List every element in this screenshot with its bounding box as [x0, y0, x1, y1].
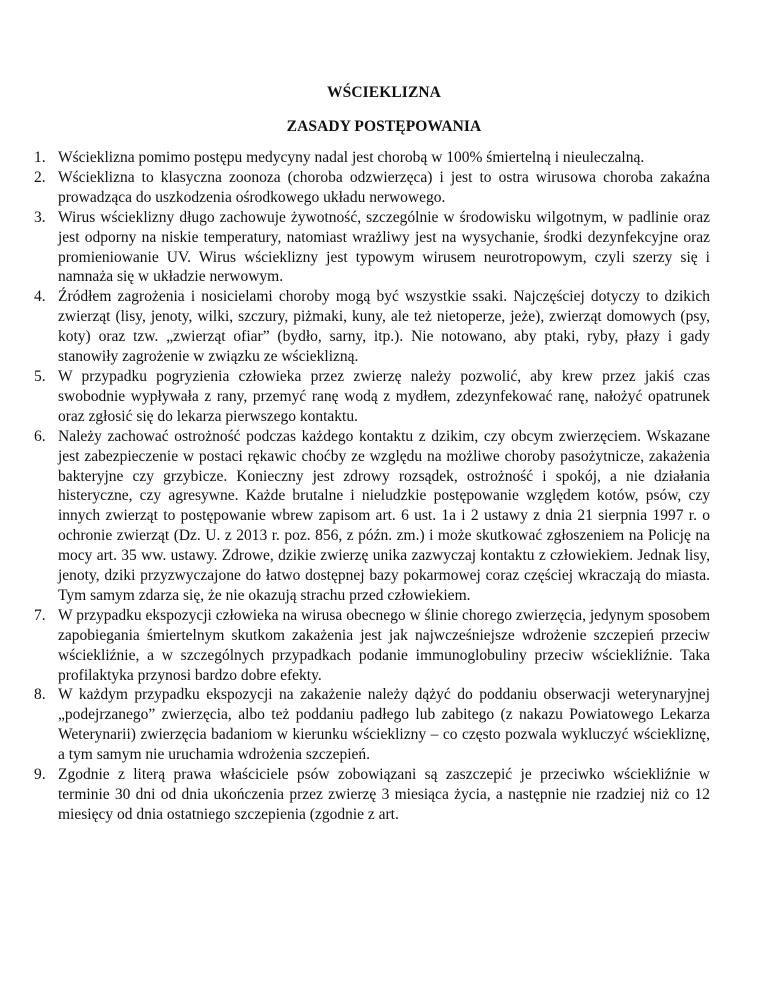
document-subtitle: ZASADY POSTĘPOWANIA	[286, 118, 482, 135]
list-item-text: W przypadku ekspozycji człowieka na wirusa obecnego w ślinie chorego zwierzęcia, jedynym sposobem zapobiegania śmiertelnym skutkom zakażenia jest jak najwcześniejsze wdrożenie szczepień przeciw wściekliźnie, a w szczególnych przypadkach podanie immunoglobuliny przeciw wściekliźnie. Taka profilaktyka przynosi bardzo dobre efekty.	[58, 606, 710, 684]
list-item	[0, 148, 768, 168]
list-item-text: Należy zachować ostrożność podczas każdego kontaktu z dzikim, czy obcym zwierzęciem. Wskazane jest zabezpieczenie w postaci rękawic choćby ze względu na możliwe choroby pasożytnicze, zakażenia bakteryjne czy grzybicze. Konieczny jest zdrowy rozsądek, ostrożność i spokój, a nie działania histeryczne, czy agresywne. Każde brutalne i nieludzkie postępowanie względem kotów, psów, czy innych zwierząt to postępowanie wbrew zapisom art. 6 ust. 1a i 2 ustawy z dnia 21 sierpnia 1997 r. o ochronie zwierząt (Dz. U. z 2013 r. poz. 856, z późn. zm.) i może skutkować zgłoszeniem na Policję na mocy art. 35 ww. ustawy. Zdrowe, dzikie zwierzę unika zazwyczaj kontaktu z człowiekiem. Jednak lisy, jenoty, dziki przyzwyczajone do łatwo dostępnej bazy pokarmowej coraz częściej wkraczają do miasta. Tym samym zdarza się, że nie okazują strachu przed człowiekiem.	[58, 427, 710, 604]
list-item	[0, 427, 768, 606]
list-item	[0, 765, 768, 825]
list-item-text: W każdym przypadku ekspozycji na zakażenie należy dążyć do poddaniu obserwacji weterynaryjnej „podejrzanego” zwierzęcia, albo też poddaniu padłego lub zabitego (z nakazu Powiatowego Lekarza Weterynarii) zwierzęcia badaniom w kierunku wścieklizny – co często pozwala wykluczyć wściekliznę, a tym samym nie uruchamia wdrożenia szczepień.	[58, 686, 710, 764]
list-item-text: Źródłem zagrożenia i nosicielami choroby mogą być wszystkie ssaki. Najczęściej dotyczy to dzikich zwierząt (lisy, jenoty, wilki, szczury, piżmaki, kuny, ale też nietoperze, jeże), zwierząt domowych (psy, koty) oraz tzw. „zwierząt ofiar” (bydło, sarny, itp.). Nie notowano, aby ptaki, ryby, płazy i gady stanowiły zagrożenie w związku ze wścieklizną.	[58, 288, 710, 366]
list-item-text: Wścieklizna pomimo postępu medycyny nadal jest chorobą w 100% śmiertelną i nieuleczalną.	[58, 149, 645, 166]
list-item	[0, 208, 768, 288]
list-item	[0, 367, 768, 427]
list-item-number: 9.	[34, 766, 46, 784]
list-item-number: 4.	[34, 288, 46, 306]
list-item-text: W przypadku pogryzienia człowieka przez zwierzę należy pozwolić, aby krew przez jakiś czas swobodnie wypływała z rany, przemyć ranę wodą z mydłem, zdezynfekować ranę, nałożyć opatrunek oraz zgłosić się do lekarza pierwszego kontaktu.	[58, 367, 710, 425]
list-item-number: 6.	[34, 427, 46, 445]
list-item-number: 2.	[34, 168, 46, 186]
list-item-text: Zgodnie z literą prawa właściciele psów zobowiązani są zaszczepić je przeciwko wściekliźnie w terminie 30 dni od dnia ukończenia przez zwierzę 3 miesiąca życia, a następnie nie rzadziej niż co 12 miesięcy od dnia ostatniego szczepienia (zgodnie z art.	[58, 766, 710, 823]
list-item-number: 1.	[34, 149, 46, 166]
list-item	[0, 606, 768, 686]
document-title: WŚCIEKLIZNA	[327, 84, 441, 101]
list-item-number: 5.	[34, 367, 46, 385]
list-item	[0, 168, 768, 208]
list-item-number: 8.	[34, 686, 46, 704]
list-item-number: 3.	[34, 208, 46, 226]
list-item-text: Wirus wścieklizny długo zachowuje żywotność, szczególnie w środowisku wilgotnym, w padlinie oraz jest odporny na niskie temperatury, natomiast wrażliwy jest na wysychanie, środki dezynfekcyjne oraz promieniowanie UV. Wirus wścieklizny jest typowym wirusem neurotropowym, czyli szerzy się i namnaża się w układzie nerwowym.	[58, 208, 710, 286]
list-item-number: 7.	[34, 606, 46, 624]
list-item	[0, 685, 768, 765]
list-item-text: Wścieklizna to klasyczna zoonoza (choroba odzwierzęca) i jest to ostra wirusowa choroba zakaźna prowadząca do uszkodzenia ośrodkowego układu nerwowego.	[58, 168, 710, 206]
list-item	[0, 287, 768, 367]
numbered-list	[0, 148, 768, 825]
